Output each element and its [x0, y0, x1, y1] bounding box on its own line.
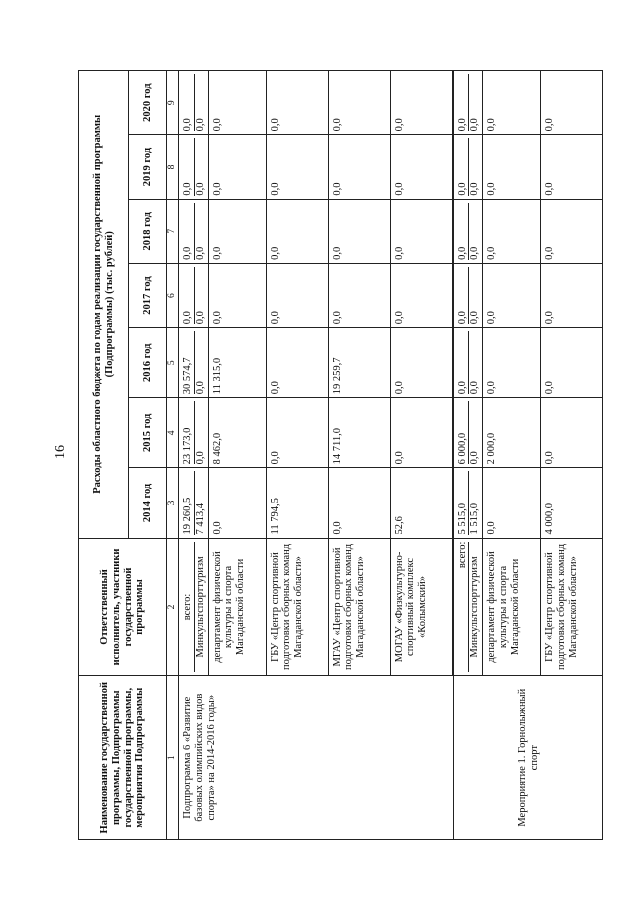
value-cell: 0,0 [390, 71, 452, 135]
value-cell: 0,0 [390, 199, 452, 263]
header-year: 2015 год [129, 398, 167, 468]
column-number: 7 [167, 199, 179, 263]
value-cell: 0,0 0,0 [179, 135, 209, 199]
executor-cell: МОГАУ «Физкультурно-спортивный комплекс «Колымский» [390, 538, 452, 676]
value-cell: 0,0 [483, 199, 541, 263]
value-cell: 30 574,7 0,0 [179, 328, 209, 398]
value-cell: 0,0 [390, 398, 452, 468]
budget-table [78, 70, 603, 840]
value-cell: 0,0 0,0 [453, 328, 483, 398]
value-cell: 23 173,0 0,0 [179, 398, 209, 468]
column-number: 2 [167, 538, 179, 676]
value-cell: 0,0 [266, 398, 328, 468]
value-cell: 0,0 0,0 [453, 263, 483, 327]
value-cell: 0,0 0,0 [179, 263, 209, 327]
executor-cell: всего: Минкультспорттуризм [453, 538, 483, 676]
executor-cell: департамент физической культуры и спорта Магаданской области [483, 538, 541, 676]
event-name: Мероприятие 1. Горнолыжный спорт [453, 676, 603, 840]
program-name: Подпрограмма 6 «Развитие базовых олимпийских видов спорта» на 2014-2016 годы» [179, 676, 454, 840]
value-cell: 0,0 [328, 468, 390, 538]
value-cell: 0,0 [208, 71, 266, 135]
page-number: 16 [53, 445, 68, 459]
value-cell: 19 259,7 [328, 328, 390, 398]
column-number: 3 [167, 468, 179, 538]
value-cell: 6 000,0 0,0 [453, 398, 483, 468]
value-cell: 8 462,0 [208, 398, 266, 468]
header-year: 2014 год [129, 468, 167, 538]
value-cell: 0,0 [483, 135, 541, 199]
value-cell: 0,0 [541, 199, 603, 263]
executor-cell: МГАУ «Центр спортивной подготовки сборных команд Магаданской области» [328, 538, 390, 676]
value-cell: 0,0 [390, 328, 452, 398]
header-year: 2020 год [129, 71, 167, 135]
value-cell: 11 794,5 [266, 468, 328, 538]
rotated-table-container [78, 70, 579, 840]
value-cell: 0,0 [541, 263, 603, 327]
value-cell: 0,0 0,0 [453, 199, 483, 263]
value-cell: 0,0 [541, 135, 603, 199]
value-cell: 0,0 [266, 135, 328, 199]
executor-cell: всего: Минкультспорттуризм [179, 538, 209, 676]
value-cell: 0,0 [541, 71, 603, 135]
value-cell: 0,0 [266, 263, 328, 327]
value-cell: 0,0 [266, 199, 328, 263]
value-cell: 52,6 [390, 468, 452, 538]
value-cell: 14 711,0 [328, 398, 390, 468]
value-cell: 0,0 0,0 [453, 135, 483, 199]
column-number: 8 [167, 135, 179, 199]
value-cell: 0,0 [483, 468, 541, 538]
value-cell: 0,0 0,0 [179, 71, 209, 135]
header-name: Наименование государственной программы, Подпрограммы государственной программы, мероприятия Подпрограммы [79, 676, 167, 840]
value-cell: 0,0 [208, 263, 266, 327]
column-number: 9 [167, 71, 179, 135]
table-row [453, 71, 483, 840]
header-year: 2019 год [129, 135, 167, 199]
header-executor: Ответственный исполнитель, участники государственной программы [79, 538, 167, 676]
value-cell: 0,0 [541, 398, 603, 468]
header-year: 2018 год [129, 199, 167, 263]
value-cell: 0,0 0,0 [179, 199, 209, 263]
value-cell: 0,0 [483, 328, 541, 398]
column-number: 5 [167, 328, 179, 398]
value-cell: 2 000,0 [483, 398, 541, 468]
value-cell: 4 000,0 [541, 468, 603, 538]
value-cell: 0,0 [208, 468, 266, 538]
value-cell: 0,0 [266, 328, 328, 398]
value-cell: 0,0 [328, 263, 390, 327]
value-cell: 0,0 [208, 135, 266, 199]
executor-cell: департамент физической культуры и спорта Магаданской области [208, 538, 266, 676]
value-cell: 11 315,0 [208, 328, 266, 398]
value-cell: 0,0 [328, 135, 390, 199]
value-cell: 19 260,5 7 413,4 [179, 468, 209, 538]
value-cell: 0,0 [328, 199, 390, 263]
column-number: 6 [167, 263, 179, 327]
value-cell: 0,0 [208, 199, 266, 263]
executor-cell: ГБУ «Центр спортивной подготовки сборных команд Магаданской области» [266, 538, 328, 676]
value-cell: 0,0 [483, 263, 541, 327]
value-cell: 0,0 [328, 71, 390, 135]
value-cell: 5 515,0 1 515,0 [453, 468, 483, 538]
value-cell: 0,0 [390, 135, 452, 199]
header-year: 2016 год [129, 328, 167, 398]
value-cell: 0,0 [390, 263, 452, 327]
header-budget: Расходы областного бюджета по годам реализации государственной программы (Подпрограммы) (тыс. рублей) [79, 71, 129, 539]
table-row [179, 71, 209, 840]
column-number: 1 [167, 676, 179, 840]
value-cell: 0,0 [266, 71, 328, 135]
executor-cell: ГБУ «Центр спортивной подготовки сборных команд Магаданской области» [541, 538, 603, 676]
value-cell: 0,0 0,0 [453, 71, 483, 135]
header-year: 2017 год [129, 263, 167, 327]
column-number: 4 [167, 398, 179, 468]
value-cell: 0,0 [483, 71, 541, 135]
value-cell: 0,0 [541, 328, 603, 398]
